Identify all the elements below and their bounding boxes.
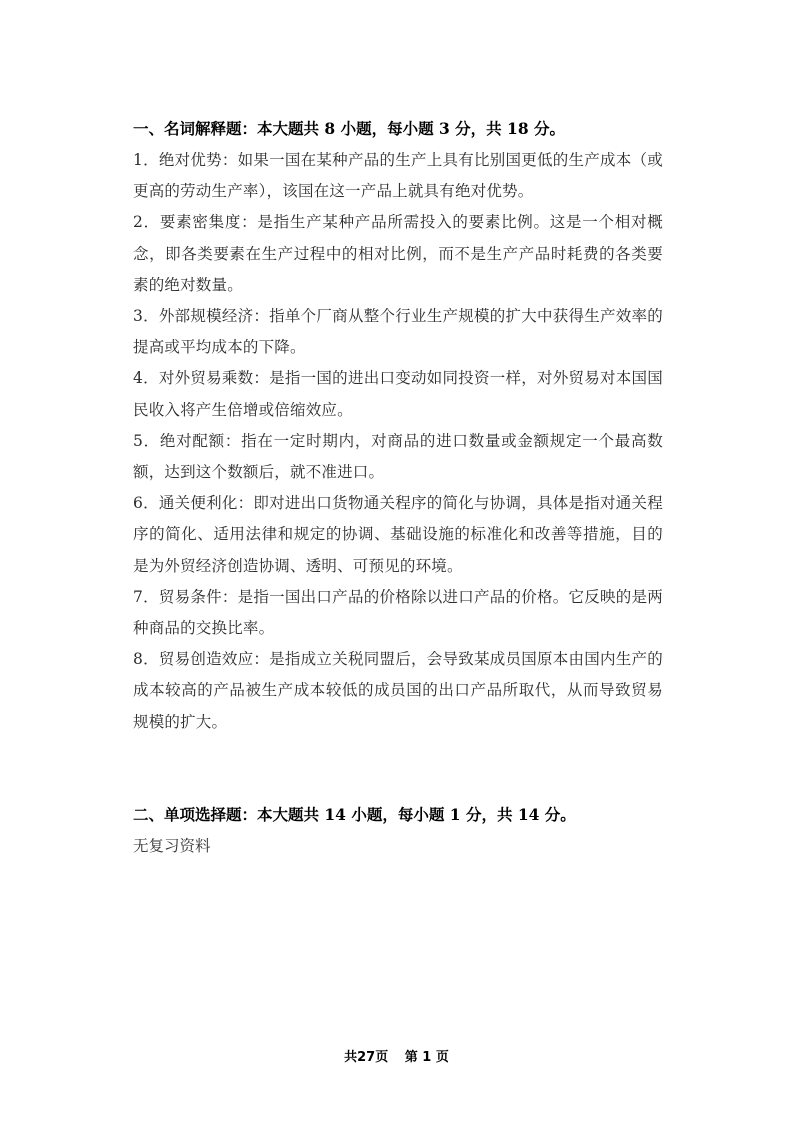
definition-item: 8．贸易创造效应：是指成立关税同盟后，会导致某成员国原本由国内生产的成本较高的产品被生产成本较低的成员国的出口产品所取代，从而导致贸易规模的扩大。 xyxy=(133,650,663,731)
definition-item: 4．对外贸易乘数：是指一国的进出口变动如同投资一样，对外贸易对本国国民收入将产生倍增或倍缩效应。 xyxy=(133,369,663,419)
definitions-list xyxy=(133,145,663,738)
definition-item: 3．外部规模经济：指单个厂商从整个行业生产规模的扩大中获得生产效率的提高或平均成本的下降。 xyxy=(133,307,663,357)
definition-item: 5．绝对配额：指在一定时期内，对商品的进口数量或金额规定一个最高数额，达到这个数额后，就不准进口。 xyxy=(133,431,663,482)
section2-content: 无复习资料 xyxy=(133,837,211,855)
definition-item: 2．要素密集度：是指生产某种产品所需投入的要素比例。这是一个相对概念，即各类要素在生产过程中的相对比例，而不是生产产品时耗费的各类要素的绝对数量。 xyxy=(133,213,663,294)
current-page: 第 1 页 xyxy=(404,1050,449,1065)
section2-title: 二、单项选择题：本大题共 14 小题，每小题 1 分，共 14 分。 xyxy=(133,805,576,824)
total-pages: 共27页 xyxy=(344,1050,389,1065)
definition-item: 1．绝对优势：如果一国在某种产品的生产上具有比别国更低的生产成本（或更高的劳动生产率），该国在这一产品上就具有绝对优势。 xyxy=(133,151,663,201)
page-footer xyxy=(0,1046,793,1065)
definition-item: 7．贸易条件：是指一国出口产品的价格除以进口产品的价格。它反映的是两种商品的交换比率。 xyxy=(133,587,663,638)
definition-item: 6．通关便利化：即对进出口货物通关程序的简化与协调，具体是指对通关程序的简化、适用法律和规定的协调、基础设施的标准化和改善等措施，目的是为外贸经济创造协调、透明、可预见的环境。 xyxy=(133,494,663,575)
section1-title: 一、名词解释题：本大题共 8 小题，每小题 3 分，共 18 分。 xyxy=(133,119,566,138)
